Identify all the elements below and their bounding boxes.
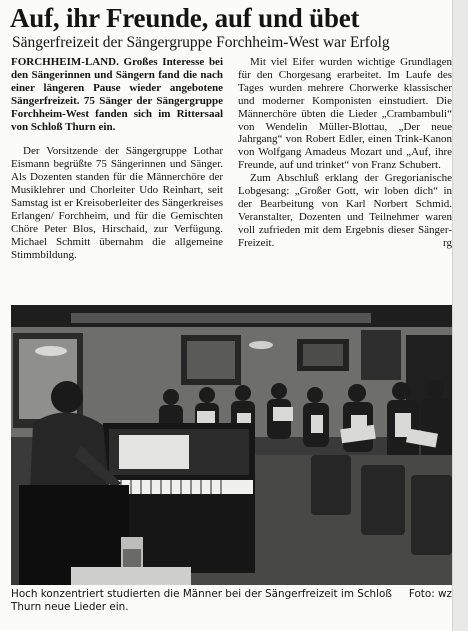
article-column-right	[238, 56, 452, 250]
article-paragraph-text: Zum Abschluß erklang der Gregorianische Lobgesang: „Großer Gott, wir loben dich“ in der Bearbeitung von Karl Norbert Schmid. Veranstalter, Dozenten und Teilnehmer waren voll zufrieden mit dem Ergebnis dieser Sänger-Freizeit.	[238, 172, 452, 249]
article-headline: Auf, ihr Freunde, auf und übet	[10, 3, 360, 33]
article-paragraph	[238, 172, 452, 249]
author-signature: rg	[443, 236, 452, 249]
adjacent-page-edge	[452, 0, 468, 631]
article-paragraph: Mit viel Eifer wurden wichtige Grundlagen für den Chorgesang erarbeitet. Im Laufe des Tages wurden mehrere Chorwerke klassischer und moderner Komponisten einstudiert. Die Männerchöre übten die Lieder „Crambambuli“ von Wendelin Müller-Blottau, „Der neue Jahrgang“ von Robert Edler, einen Trink-Kanon von Wolfgang Amadeus Mozart und „Auf, ihre Freunde, auf und trinket“ von Franz Schubert.	[238, 56, 452, 172]
article-paragraph: Der Vorsitzende der Sängergruppe Lothar Eismann begrüßte 75 Sängerinnen und Sänger. Als Dozenten standen für die Männerchöre der Musiklehrer und Chorleiter Udo Reinhart, seit Samstag ist er Kreisoberleiter des Sängerkreises Erlangen/ Forchheim, und für die Gemischten Chöre Peter Blos, Hirschaid, zur Verfügung. Michael Schmitt übernahm die allgemeine Stimmbildung.	[11, 145, 223, 261]
photo-credit: Foto: wz	[408, 588, 452, 600]
photo-caption-block	[11, 588, 452, 614]
photo-choir-rehearsal	[11, 305, 452, 585]
article-photo	[11, 305, 452, 585]
article-subheadline: Sängerfreizeit der Sängergruppe Forchheim-West war Erfolg	[12, 34, 390, 51]
article-lead: FORCHHEIM-LAND. Großes Interesse bei den Sängerinnen und Sängern fand die nach einer längeren Pause wieder angebotene Sängerfreizeit. 75 Sänger der Sängergruppe Forchheim-West fanden sich im Rittersaal von Schloß Thurn ein.	[11, 56, 223, 133]
photo-caption: Hoch konzentriert studierten die Männer bei der Sängerfreizeit im Schloß Thurn neue Lieder ein.	[11, 588, 392, 613]
article-column-left	[11, 56, 223, 262]
